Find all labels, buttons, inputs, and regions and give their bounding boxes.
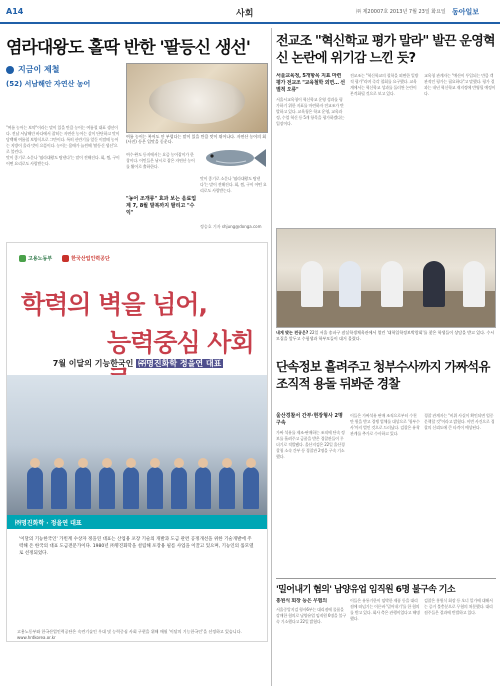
students-caption-text: 22일 서울 송파구 잠실학생체육관에서 열린 '대학입학정보박람회'를 찾은 학생들이 상담을 받고 있다. 수시모집을 앞두고 수험생과 학부모들이 대거 몰렸다. — [276, 330, 495, 341]
page-header — [0, 0, 500, 24]
series-label — [6, 64, 121, 75]
right-bottom-body-c: 검찰은 홍원식 회장 등 오너 일가에 대해서는 증거 불충분으로 무혐의 처분했다. 대리점주들은 결과에 반발하고 있다. — [424, 598, 493, 615]
right-bottom-col-a — [276, 598, 346, 686]
worker-figure — [219, 467, 235, 509]
hrdk-logo-icon — [62, 255, 69, 262]
left-body-col-1 — [6, 125, 120, 215]
series-sub: (52) 서남해안 자연산 농어 — [6, 80, 91, 88]
student-figure — [301, 261, 323, 307]
students-photo-caption — [276, 330, 496, 342]
ad-footer: 고용노동부와 한국산업인력공단은 숙련기술인 우대 및 능력중심 사회 구현을 위해 매월 '이달의 기능한국인'을 선정하고 있습니다. www.hrdkorea.or.kr — [17, 629, 242, 640]
right-bottom-body-a: 서울중앙지검 형사6부는 대리점에 물품을 강매한 혐의로 남양유업 임직원 6명을 불구속 기소했다고 22일 밝혔다. — [276, 607, 346, 624]
worker-figure — [27, 467, 43, 509]
right-bottom-subhead: 홍원식 회장 등은 무혐의 — [276, 598, 327, 604]
advertisement — [6, 242, 268, 642]
student-figure — [381, 261, 403, 307]
left-body-col-3 — [200, 176, 268, 222]
newspaper-brand: 동아일보 — [452, 8, 480, 16]
left-body-1: "여름 농어는 보약"이라는 말이 있을 만큼 농어는 여름철 대표 생선이다. 전남 서남해안 바다에서 잡히는 자연산 농어는 살이 단단하고 맛이 담백해 여름철 보양식으로 그만이다. 특히 산란기를 앞둔 이맘때 농어는 지방이 올라 맛이 으뜸이다. 농어는 몸매가 늘씬해 '팔등신 생선'으로 불린다. — [6, 125, 120, 154]
series-dot-icon — [6, 66, 14, 74]
students-photo — [276, 228, 496, 328]
right-mid-body-b: 이들은 가짜석유 판매 조직으로부터 수천만 원을 받고 경쟁 업체를 대상으로 '청부수사'까지 벌인 것으로 드러났다. 검찰은 유착 관계를 추가로 수사하고 있다. — [350, 413, 420, 436]
ad-band: ㈜명진화학 · 정을연 대표 — [7, 515, 267, 529]
left-body-2b: 맛이 좋기로 소문나 '염라대왕도 탐낸다'는 말이 전해진다. 회, 찜, 구이 어떤 요리로도 사랑받는다. — [200, 176, 267, 193]
ad-org-1: 고용노동부 — [28, 256, 53, 262]
ad-logos — [19, 255, 110, 262]
right-mid-col-b — [350, 413, 420, 563]
left-byline: 정승호 기자 shjung@donga.com — [200, 224, 262, 229]
right-top-col-c — [424, 73, 496, 223]
column-divider — [271, 28, 272, 686]
issue-date: ㈜ 제20007호 2013년 7월 23일 화요일 — [356, 9, 446, 15]
right-bottom-headline: '밀어내기 혐의' 남양유업 임직원 6명 불구속 기소 — [276, 578, 496, 595]
worker-figure — [147, 467, 163, 509]
plate-shape — [149, 78, 245, 124]
worker-figure — [243, 467, 259, 509]
worker-figure — [171, 467, 187, 509]
right-mid-headline: 단속정보 흘려주고 청부수사까지 가짜석유 조직적 용돌 뒤봐준 경찰 — [276, 359, 490, 391]
page-number: A14 — [6, 7, 24, 16]
fish-illustration — [200, 143, 268, 173]
students-caption-bold: 내게 맞는 전공은? — [276, 330, 309, 335]
right-top-body-a: 서울시교육청이 혁신학교 운영 성과를 평가하기 위한 지표를 마련하자 전교조가 반발하고 있다. 교육청은 학교 운영, 교육과정, 수업 혁신 등 5개 항목을 평가하겠다는 입장이다. — [276, 97, 345, 126]
right-bottom-body-b: 이들은 유통기한이 임박한 제품 등을 대리점에 떠넘기는 이른바 '밀어내기'를 한 혐의를 받고 있다. 회사 측은 관행이었다고 해명했다. — [350, 598, 420, 621]
worker-figure — [51, 467, 67, 509]
ad-title — [17, 358, 259, 369]
left-headline: 염라대왕도 홀딱 반한 '팔등신 생선' — [6, 38, 250, 58]
ministry-logo-icon — [19, 255, 26, 262]
series-label-box — [6, 64, 121, 120]
right-top-headline: 전교조 "혁신학교 평가 말라" 발끈 운영혁신 논란에 위기감 느낀 듯? — [276, 34, 495, 66]
right-top-body-b: 전교조는 "혁신학교의 철학을 외면한 일방적 평가"라며 즉각 철회를 요구했다. 교육계에서는 혁신학교 성과를 둘러싼 논란이 본격화될 것으로 보고 있다. — [350, 73, 419, 96]
sashimi-photo-caption: 여름 농어는 복어도 안 부럽다는 말이 있을 만큼 맛이 뛰어나다. 자연산 농어의 회(사진) 등은 입맛을 돋운다. — [126, 134, 267, 144]
mid-headline: "농어 조개류" 효과 보는 음료업계 7, 8월 말복까지 팔리고 "수익" — [126, 196, 197, 216]
right-mid-col-a — [276, 430, 346, 580]
student-figure — [423, 261, 445, 307]
student-figure — [463, 261, 485, 307]
worker-figure — [123, 467, 139, 509]
worker-figure — [75, 467, 91, 509]
ad-logo-hrdk — [62, 255, 110, 262]
left-body-2: 맛이 좋기로 소문나 '염라대왕도 탐낸다'는 말이 전해진다. 회, 찜, 구이 어떤 요리로도 사랑받는다. — [6, 155, 120, 166]
ad-body: '이달의 기능한국인' 가빈계 수상자 정을연 대표는 산업용 포장 기술의 개발과 도금 관련 공정개선을 위한 기술개발에 주력해 온 한국의 대표 도금전문가이다. 1980년 ㈜명진화학을 설립해 포장용 필름 사업을 이끌고 있으며, 기능인의 롤모델로 선정되었다. — [19, 537, 254, 556]
ad-group-photo — [7, 375, 267, 515]
ad-logo-ministry — [19, 255, 52, 262]
right-top-body-c: 교육청 관계자는 "예산이 투입되는 만큼 객관적인 평가는 필요하다"고 말했다. 평가 결과는 내년 혁신학교 재지정에 반영될 예정이다. — [424, 73, 496, 96]
ad-org-2: 한국산업인력공단 — [71, 256, 110, 262]
right-top-col-b — [350, 73, 420, 223]
sashimi-photo — [126, 63, 268, 133]
right-mid-col-c — [424, 413, 496, 563]
right-mid-body-c: 경찰 관계자는 "비위 사실이 확인되면 엄중 문책할 것"이라고 밝혔다. 이번 사건으로 경찰의 신뢰도에 큰 타격이 예상된다. — [424, 413, 495, 430]
right-bottom-col-b — [350, 598, 420, 686]
ad-slogan-2: 능력중심 사회 — [107, 328, 254, 357]
right-mid-body-a: 가짜 석유를 제조·판매하는 조직에 단속 정보를 흘려주고 금품을 받은 경찰관들이 무더기로 적발됐다. 울산지검은 22일 울산경찰청 소속 간부 등 경찰관 2명을 구속 기소했다. — [276, 430, 345, 459]
right-bottom-col-c — [424, 598, 496, 686]
student-figure — [339, 261, 361, 307]
series-label-text: 지금이 제철 — [18, 65, 60, 74]
right-top-col-a — [276, 73, 346, 223]
right-mid-subhead: 울산경찰서 간부·현장형사 2명 구속 — [276, 413, 343, 426]
worker-figure — [195, 467, 211, 509]
right-top-subhead: 서울교육청, 5개항목 지표 마련 평가 전교조 "교육철학 외면… 선별적 오류" — [276, 73, 345, 93]
section-name: 사회 — [236, 9, 254, 19]
worker-figure — [99, 467, 115, 509]
left-body-3: 여수·완도 등지에서는 요즘 농어잡이가 한창이다. 어민들은 낚시로 잡은 자연산 농어를 활어로 출하한다. — [126, 152, 195, 169]
ad-title-highlight: ㈜명진화학 정을연 대표 — [138, 359, 222, 368]
ad-title-text: 7월 이달의 기능한국인 — [52, 359, 134, 368]
ad-slogan-1: 학력의 벽을 넘어, — [21, 290, 207, 319]
